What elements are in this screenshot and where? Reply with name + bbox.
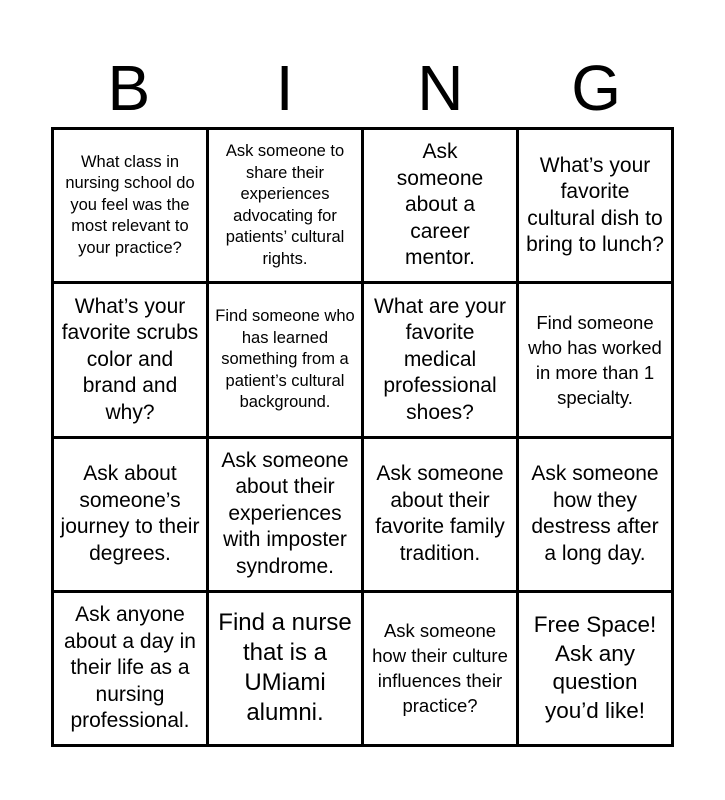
header-letter-b: B (107, 52, 151, 124)
cell-text: Find someone who has learned something from a patient’s cultural background. (215, 307, 355, 412)
bingo-cell[interactable] (364, 284, 516, 435)
cell-text: What’s your favorite scrubs color and brand and why? (61, 294, 199, 424)
cell-text: Ask someone how they destress after a long day. (531, 462, 659, 565)
bingo-grid (51, 127, 674, 747)
cell-text: Ask someone about their experiences with imposter syndrome. (221, 448, 349, 578)
cell-text: Find someone who has worked in more than 1 specialty. (528, 311, 662, 408)
bingo-cell[interactable] (209, 130, 361, 281)
bingo-header (51, 52, 674, 124)
cell-text: Ask someone how their culture influences their practice? (372, 620, 508, 717)
cell-text: What are your favorite medical professional shoes? (374, 294, 506, 424)
bingo-cell[interactable] (364, 130, 516, 281)
cell-text: Ask someone about their favorite family tradition. (375, 462, 505, 565)
bingo-cell[interactable] (54, 130, 206, 281)
bingo-cell[interactable] (209, 593, 361, 744)
header-letter-n: N (417, 52, 464, 124)
bingo-cell[interactable] (364, 593, 516, 744)
cell-text: Find a nurse that is a UMiami alumni. (218, 609, 352, 727)
bingo-cell[interactable] (209, 284, 361, 435)
header-letter-i: I (275, 52, 294, 124)
cell-text: What class in nursing school do you feel was the most relevant to your practice? (65, 152, 195, 257)
cell-text: Ask about someone’s journey to their degrees. (60, 462, 200, 565)
bingo-cell[interactable] (519, 439, 671, 590)
bingo-cell[interactable] (209, 439, 361, 590)
bingo-cell[interactable] (54, 593, 206, 744)
bingo-cell[interactable] (54, 439, 206, 590)
bingo-cell[interactable] (519, 130, 671, 281)
bingo-cell[interactable] (54, 284, 206, 435)
bingo-cell[interactable] (519, 284, 671, 435)
cell-text: Ask someone to share their experiences advocating for patients’ cultural rights. (225, 142, 345, 268)
cell-text: Ask someone about a career mentor. (396, 140, 484, 270)
bingo-cell[interactable] (364, 439, 516, 590)
cell-text: Ask anyone about a day in their life as a nursing professional. (64, 603, 196, 733)
header-letter-g: G (571, 52, 622, 124)
cell-text: What’s your favorite cultural dish to bring to lunch? (526, 153, 664, 257)
bingo-cell-free-space[interactable] (519, 593, 671, 744)
cell-text: Free Space! Ask any question you’d like! (533, 612, 657, 723)
